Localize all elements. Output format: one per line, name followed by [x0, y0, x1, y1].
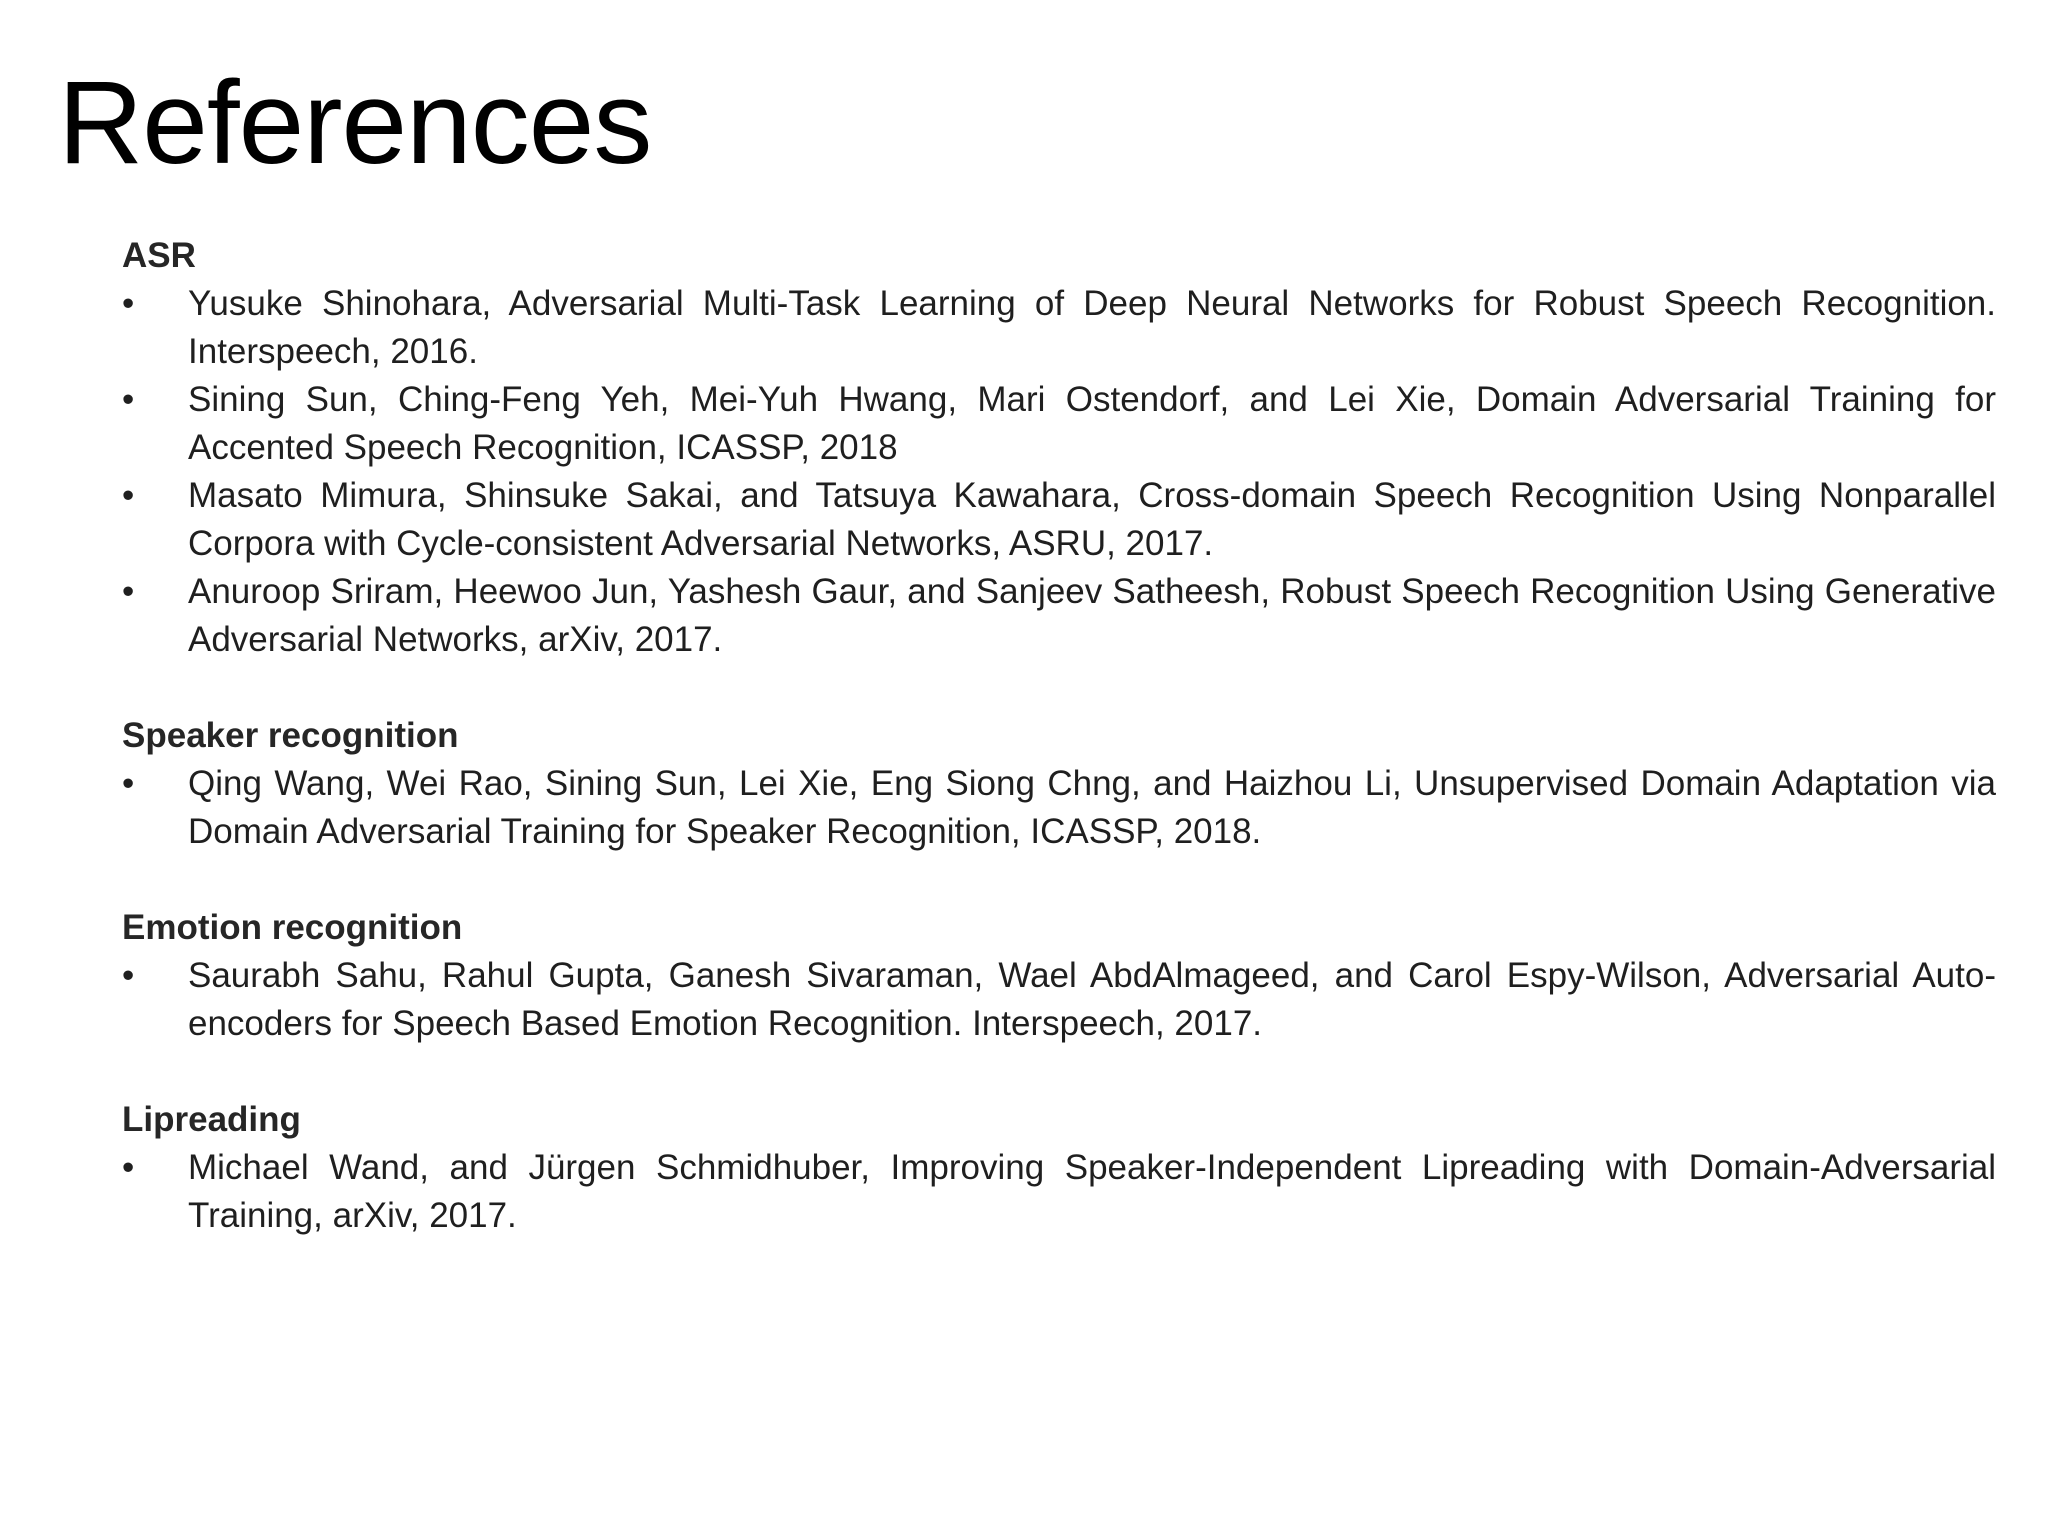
reference-text: Qing Wang, Wei Rao, Sining Sun, Lei Xie, Eng Siong Chng, and Haizhou Li, Unsupervised Domain Adaptation via Domain Adversarial Training for Speaker Recognition, ICASSP, 2018. [188, 764, 1996, 851]
reference-item [122, 760, 1996, 856]
bullet-icon: • [122, 956, 135, 995]
bullet-icon: • [122, 1148, 135, 1187]
reference-item [122, 280, 1996, 376]
bullet-icon: • [122, 380, 135, 419]
section-heading: Lipreading [122, 1100, 301, 1139]
section-speaker-recognition [122, 712, 1996, 856]
reference-list [122, 1144, 1996, 1240]
reference-list [122, 280, 1996, 664]
bullet-icon: • [122, 764, 135, 803]
bullet-icon: • [122, 572, 135, 611]
reference-item [122, 376, 1996, 472]
bullet-icon: • [122, 476, 135, 515]
reference-text: Anuroop Sriram, Heewoo Jun, Yashesh Gaur, and Sanjeev Satheesh, Robust Speech Recognition Using Generative Adversarial Networks, arXiv, 2017. [188, 572, 1996, 659]
bullet-icon: • [122, 284, 135, 323]
reference-list [122, 952, 1996, 1048]
section-heading: ASR [122, 236, 196, 275]
reference-list [122, 760, 1996, 856]
reference-item [122, 952, 1996, 1048]
reference-text: Masato Mimura, Shinsuke Sakai, and Tatsuya Kawahara, Cross-domain Speech Recognition Using Nonparallel Corpora with Cycle-consistent Adversarial Networks, ASRU, 2017. [188, 476, 1996, 563]
section-heading: Emotion recognition [122, 908, 463, 947]
slide-title: References [58, 57, 652, 189]
reference-text: Yusuke Shinohara, Adversarial Multi-Task Learning of Deep Neural Networks for Robust Speech Recognition. Interspeech, 2016. [188, 284, 1996, 371]
section-emotion-recognition [122, 904, 1996, 1048]
reference-text: Saurabh Sahu, Rahul Gupta, Ganesh Sivaraman, Wael AbdAlmageed, and Carol Espy-Wilson, Adversarial Auto-encoders for Speech Based Emotion Recognition. Interspeech, 2017. [188, 956, 1996, 1043]
reference-text: Sining Sun, Ching-Feng Yeh, Mei-Yuh Hwang, Mari Ostendorf, and Lei Xie, Domain Adversarial Training for Accented Speech Recognition, ICASSP, 2018 [188, 380, 1996, 467]
reference-text: Michael Wand, and Jürgen Schmidhuber, Improving Speaker-Independent Lipreading with Domain-Adversarial Training, arXiv, 2017. [188, 1148, 1996, 1235]
section-asr [122, 232, 1996, 664]
reference-item [122, 568, 1996, 664]
reference-item [122, 1144, 1996, 1240]
reference-item [122, 472, 1996, 568]
references-content [122, 232, 1996, 1288]
section-heading: Speaker recognition [122, 716, 459, 755]
section-lipreading [122, 1096, 1996, 1240]
